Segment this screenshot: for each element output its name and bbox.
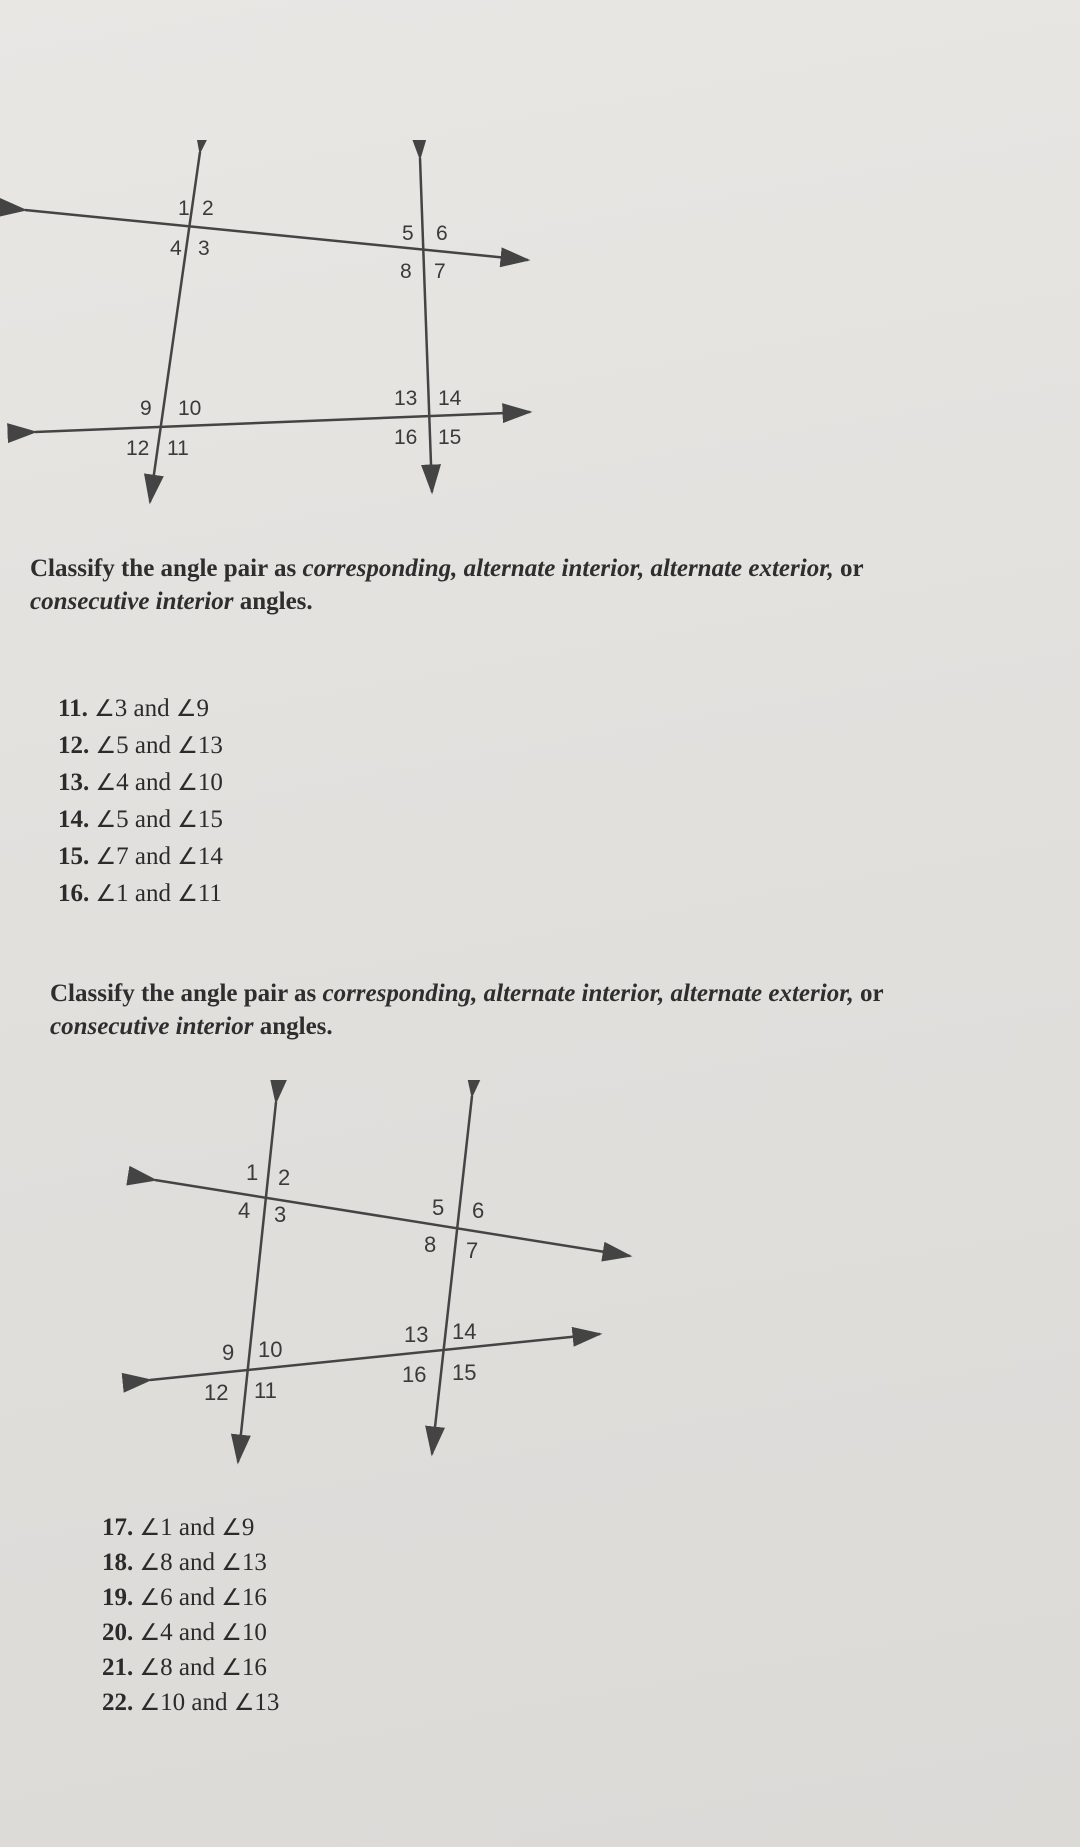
angle-label: 13 xyxy=(404,1322,429,1347)
question-item: 15. ∠7 and ∠14 xyxy=(58,843,223,870)
instruction-2: Classify the angle pair as corresponding, alternate interior, alternate exterior, or consecutive interior angles. xyxy=(50,980,884,1040)
angle-label: 13 xyxy=(394,387,418,410)
question-list-2 xyxy=(102,1510,279,1720)
angle-label: 1 xyxy=(246,1160,259,1185)
question-item: 17. ∠1 and ∠9 xyxy=(102,1514,255,1541)
angle-label: 15 xyxy=(452,1360,477,1385)
question-item: 19. ∠6 and ∠16 xyxy=(102,1584,267,1611)
question-item: 16. ∠1 and ∠11 xyxy=(58,880,222,907)
angle-label: 12 xyxy=(126,437,150,460)
angle-label: 2 xyxy=(278,1165,291,1190)
transversal-bottom xyxy=(150,1334,600,1380)
angle-label: 7 xyxy=(434,260,446,283)
angle-label: 10 xyxy=(178,397,202,420)
question-item: 20. ∠4 and ∠10 xyxy=(102,1619,267,1646)
angle-label: 11 xyxy=(167,437,189,460)
question-list-1 xyxy=(58,690,223,912)
angle-label: 6 xyxy=(472,1198,485,1223)
angle-label: 7 xyxy=(466,1238,479,1263)
angle-label: 8 xyxy=(424,1232,437,1257)
line-right xyxy=(432,1096,472,1454)
angle-label: 4 xyxy=(170,237,182,260)
figure-2 xyxy=(0,1080,660,1480)
angle-label: 14 xyxy=(452,1319,477,1344)
transversal-top xyxy=(25,210,528,260)
angle-label: 4 xyxy=(238,1198,251,1223)
line-left xyxy=(238,1102,276,1462)
question-item: 22. ∠10 and ∠13 xyxy=(102,1689,280,1716)
angle-label: 10 xyxy=(258,1337,283,1362)
angle-label: 11 xyxy=(254,1378,277,1403)
question-item: 14. ∠5 and ∠15 xyxy=(58,806,223,833)
angle-label: 6 xyxy=(436,222,448,245)
angle-label: 12 xyxy=(204,1380,229,1405)
question-item: 12. ∠5 and ∠13 xyxy=(58,732,223,759)
instruction-1: Classify the angle pair as corresponding, alternate interior, alternate exterior, or consecutive interior angles. xyxy=(30,555,864,615)
question-item: 11. ∠3 and ∠9 xyxy=(58,695,209,722)
angle-label: 9 xyxy=(222,1340,235,1365)
figure-1 xyxy=(0,140,560,520)
angle-label: 3 xyxy=(198,237,210,260)
question-item: 21. ∠8 and ∠16 xyxy=(102,1654,267,1681)
angle-label: 3 xyxy=(274,1202,287,1227)
angle-label: 14 xyxy=(438,387,462,410)
angle-label: 5 xyxy=(432,1195,445,1220)
angle-label: 5 xyxy=(402,222,414,245)
question-item: 13. ∠4 and ∠10 xyxy=(58,769,223,796)
angle-label: 16 xyxy=(394,426,418,449)
angle-label: 2 xyxy=(202,197,214,220)
line-right xyxy=(420,158,432,492)
angle-label: 15 xyxy=(438,426,462,449)
question-item: 18. ∠8 and ∠13 xyxy=(102,1549,267,1576)
angle-label: 16 xyxy=(402,1362,427,1387)
angle-label: 8 xyxy=(400,260,412,283)
angle-label: 1 xyxy=(178,197,190,220)
transversal-top xyxy=(155,1180,630,1256)
figure-1-svg xyxy=(0,140,560,520)
angle-label: 9 xyxy=(140,397,152,420)
figure-2-svg xyxy=(0,1080,660,1480)
